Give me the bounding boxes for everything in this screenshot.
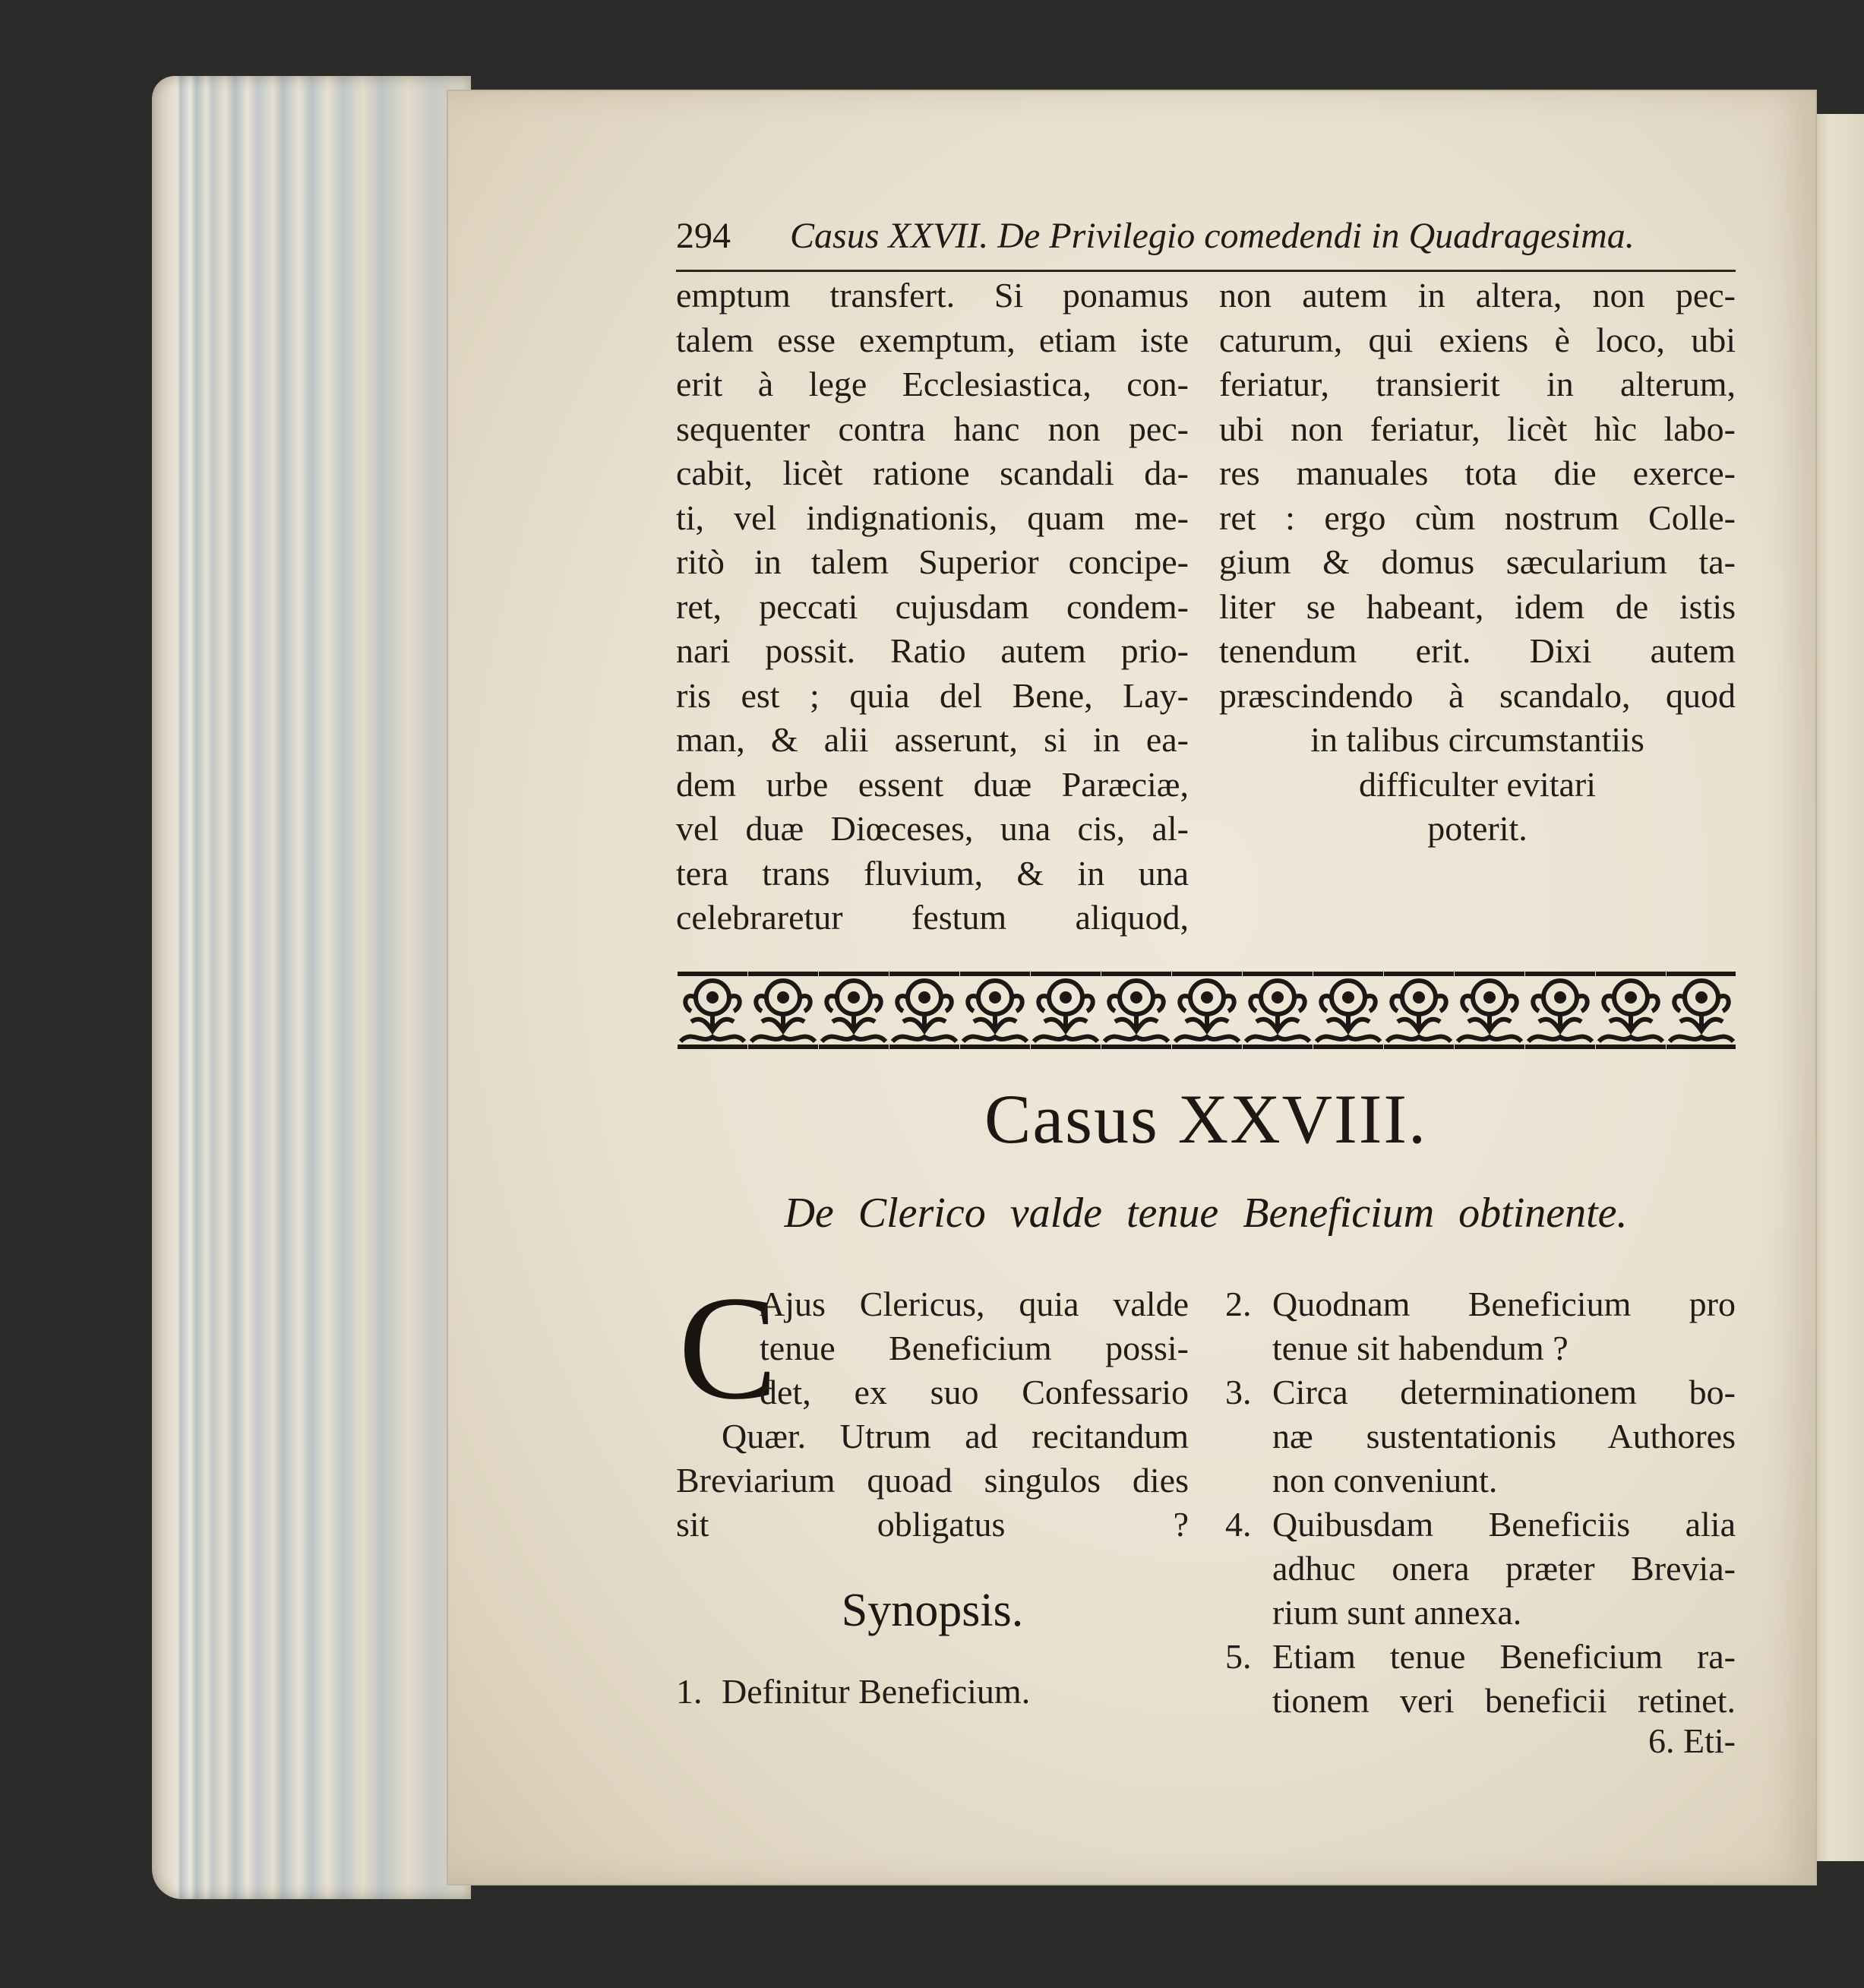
text-line: sit obligatus ? [676,1505,1189,1544]
text-line: tenendum erit. Dixi autem [1219,631,1736,670]
text-line: caturum, qui exiens è loco, ubi [1219,320,1736,359]
synopsis-number: 4. [1225,1505,1252,1544]
synopsis-heading: Synopsis. [841,1585,1024,1636]
text-line: Circa determinationem bo- [1272,1373,1736,1411]
running-head-bar [676,209,1736,272]
text-line: ris est ; quia del Bene, Lay- [676,675,1189,715]
text-line: liter se habeant, idem de istis [1219,586,1736,626]
text-line: Quodnam Beneficium pro [1272,1285,1736,1323]
text-line: celebraretur festum aliquod, [676,898,1189,937]
synopsis-item [1219,1635,1736,1723]
text-line: cabit, licèt ratione scandali da- [676,454,1189,492]
text-line: tenue Beneficium possi- [760,1329,1189,1367]
catchword: 6. Eti- [1648,1721,1736,1760]
text-line: non conveniunt. [1272,1461,1498,1500]
synopsis-item [1219,1503,1736,1635]
text-line: præscindendo à scandalo, quod [1219,675,1736,715]
text-line: Quær. Utrum ad recitandum [722,1417,1189,1455]
text-line: erit à lege Ecclesiastica, con- [676,365,1189,403]
text-line: Ajus Clericus, quia valde [760,1285,1189,1323]
text-line: emptum transfert. Si ponamus [676,276,1189,314]
text-line: gium & domus sæcularium ta- [1219,542,1736,581]
text-line: Quibusdam Beneficiis alia [1272,1505,1736,1544]
text-line: res manuales tota die exerce- [1219,454,1736,492]
synopsis-text: Definitur Beneficium. [722,1672,1031,1711]
text-line: nari possit. Ratio autem prio- [676,631,1189,670]
text-line: tionem veri beneficii retinet. [1272,1681,1736,1720]
drop-cap: C [678,1266,778,1430]
text-line: tera trans fluvium, & in una [676,853,1189,893]
text-line: difficulter evitari [1358,764,1597,804]
text-line: vel duæ Diœceses, una cis, al- [676,809,1189,848]
text-line: ritò in talem Superior concipe- [676,542,1189,581]
text-line: talem esse exemptum, etiam iste [676,320,1189,359]
text-line: feriatur, transierit in alterum, [1219,365,1736,403]
floral-ornament-icon [676,969,1736,1052]
synopsis-number: 2. [1225,1285,1252,1323]
text-line: dem urbe essent duæ Paræciæ, [676,764,1189,804]
text-line: non autem in altera, non pec- [1219,276,1736,314]
synopsis-item [1219,1370,1736,1503]
case-text-question [676,1414,1189,1547]
text-line: in talibus circumstantiis [1310,720,1644,759]
synopsis-number: 5. [1225,1637,1252,1676]
text-line: ti, vel indignationis, quam me- [676,498,1189,537]
text-line: tenue sit habendum ? [1272,1329,1569,1367]
text-line: Etiam tenue Beneficium ra- [1272,1637,1736,1676]
text-line: poterit. [1427,809,1528,848]
synopsis-item [1219,1282,1736,1370]
text-line: Breviarium quoad singulos dies [676,1461,1189,1500]
page-number: 294 [676,216,731,256]
synopsis-number: 3. [1225,1373,1252,1411]
text-line: ubi non feriatur, licèt hìc labo- [1219,409,1736,448]
left-column-top [676,273,1189,940]
text-line: rium sunt annexa. [1272,1593,1522,1632]
synopsis-item [676,1671,1189,1711]
text-line: man, & alii asserunt, si in ea- [676,720,1189,759]
text-line: ret : ergo cùm nostrum Colle- [1219,498,1736,537]
case-subtitle: De Clerico valde tenue Beneficium obtinente. [784,1190,1628,1237]
case-title: Casus XXVIII. [984,1080,1428,1158]
text-line: det, ex suo Confessario [760,1373,1189,1411]
page-edges [152,76,471,1899]
right-column-top [1219,273,1736,852]
text-line: adhuc onera præter Brevia- [1272,1549,1736,1588]
text-line: ret, peccati cujusdam condem- [676,586,1189,626]
text-line: næ sustentationis Authores [1272,1417,1736,1455]
synopsis-right-column [1219,1282,1736,1723]
case-text-indented [760,1282,1189,1414]
text-line: sequenter contra hanc non pec- [676,409,1189,448]
synopsis-number: 1. [676,1672,703,1711]
running-title: Casus XXVII. De Privilegio comedendi in Quadragesima. [790,216,1635,256]
facing-page-edge [1808,114,1864,1861]
